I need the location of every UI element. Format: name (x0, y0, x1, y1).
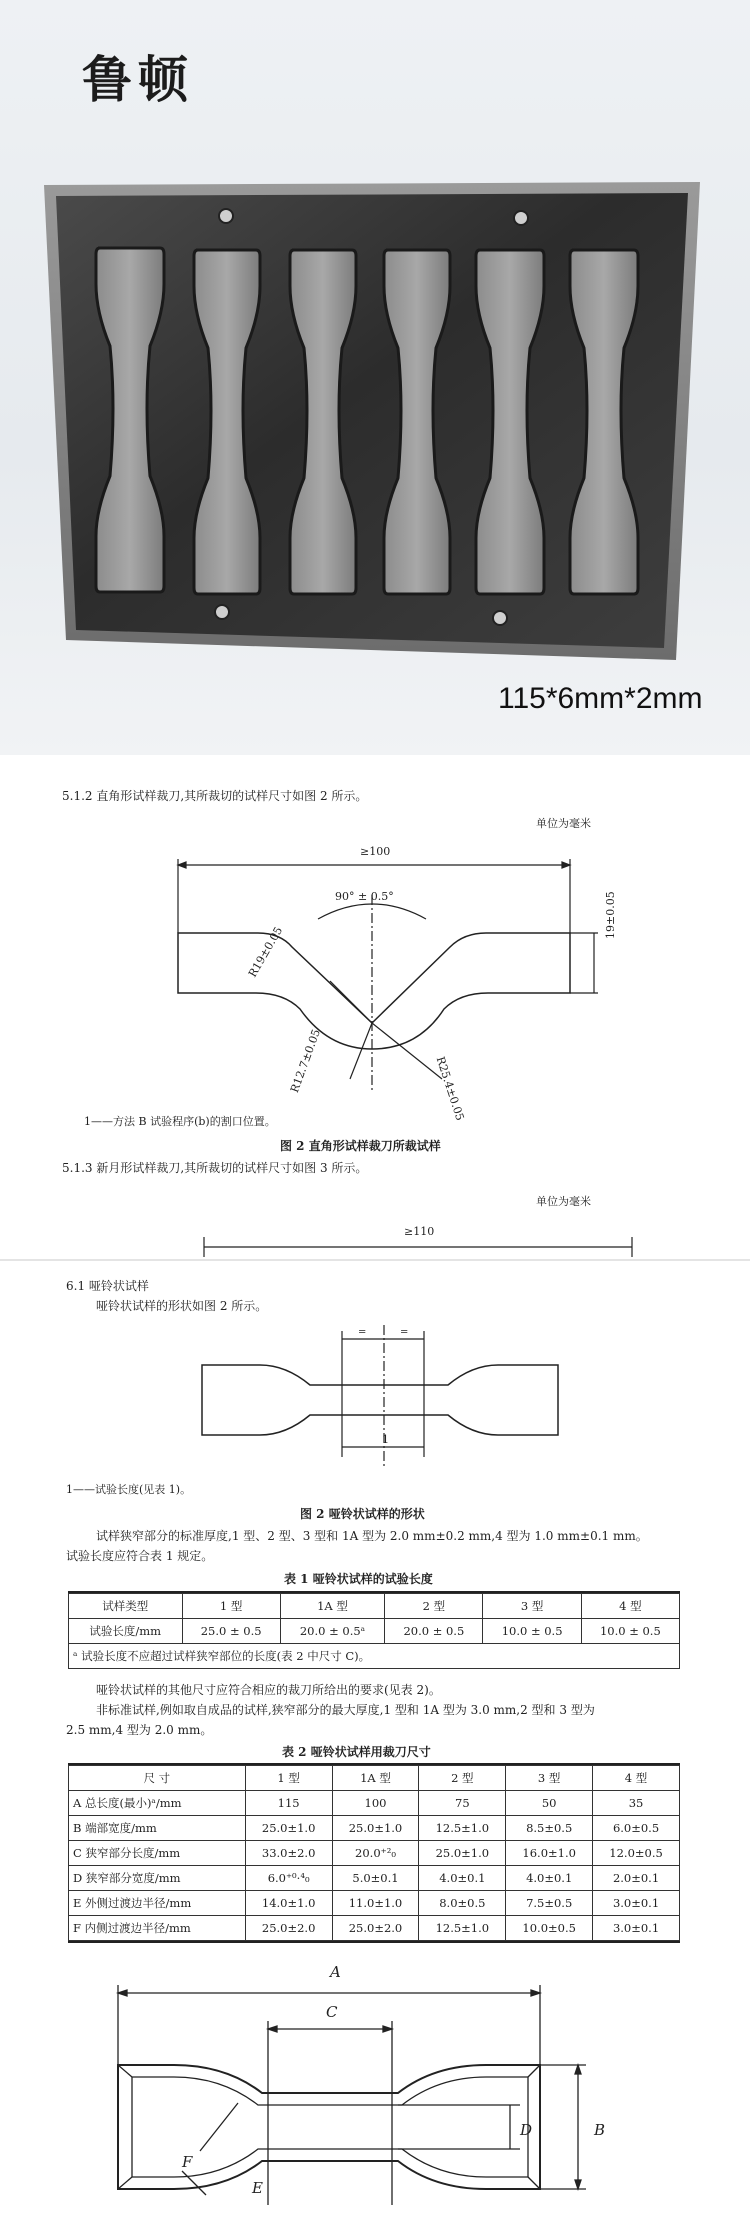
table-1-footnote: ᵃ 试验长度不应超过试样狭窄部位的长度(表 2 中尺寸 C)。 (69, 1644, 680, 1669)
brand-title: 鲁顿 (82, 51, 194, 109)
table-row (69, 1816, 680, 1841)
table-1-cell: 试验长度/mm (69, 1619, 183, 1644)
table-2-cell: 2.0±0.1 (593, 1866, 680, 1891)
dim-D-label: D (520, 2121, 533, 2139)
table-1-cell: 10.0 ± 0.5 (581, 1619, 679, 1644)
table-2-bottom-rule (68, 1941, 680, 1943)
table-2-cell: 4.0±0.1 (506, 1866, 593, 1891)
table-2-cell: 25.0±2.0 (332, 1916, 419, 1941)
section-6-1-text: 哑铃状试样的形状如图 2 所示。 (96, 1299, 268, 1313)
table-2-cell: 12.5±1.0 (419, 1916, 506, 1941)
nonstandard-paragraph: 非标准试样,例如取自成品的试样,狭窄部分的最大厚度,1 型和 1A 型为 3.0 mm,2 型和 3 型为 (96, 1703, 595, 1717)
product-photo-panel (0, 0, 750, 755)
table-2-cell: 3.0±0.1 (593, 1891, 680, 1916)
dim-E-label: E (252, 2179, 263, 2197)
dim-length-label: ≥100 (360, 845, 391, 858)
table-2-cell: 115 (245, 1791, 332, 1816)
table-2-cell: A 总长度(最小)ᵃ/mm (69, 1791, 246, 1816)
table-2-cell: 100 (332, 1791, 419, 1816)
dim-height-label: 19±0.05 (604, 891, 617, 939)
table-1-header-cell: 2 型 (385, 1594, 483, 1619)
section-6-1-heading: 6.1 哑铃状试样 (66, 1279, 149, 1293)
table-1 (68, 1593, 680, 1669)
thickness-paragraph: 试样狭窄部分的标准厚度,1 型、2 型、3 型和 1A 型为 2.0 mm±0.2 mm,4 型为 1.0 mm±0.1 mm。 (96, 1529, 648, 1543)
dim-r12-label: R12.7±0.05 (288, 1027, 323, 1095)
table-2 (68, 1765, 680, 1941)
table-2-cell: 4.0±0.1 (419, 1866, 506, 1891)
table-2-cell: 25.0±1.0 (245, 1816, 332, 1841)
dim-C-label: C (326, 2003, 338, 2021)
table-2-cell: 25.0±1.0 (419, 1841, 506, 1866)
table-2-header-cell: 2 型 (419, 1766, 506, 1791)
unit-note-1: 单位为毫米 (536, 817, 591, 830)
table-2-header-cell: 1 型 (245, 1766, 332, 1791)
table-2-cell: F 内侧过渡边半径/mm (69, 1916, 246, 1941)
table-1-header-row (69, 1594, 680, 1619)
table-1-header-cell: 试样类型 (69, 1594, 183, 1619)
table-2-cell: 3.0±0.1 (593, 1916, 680, 1941)
table-row (69, 1916, 680, 1941)
table-1-footnote-row (69, 1644, 680, 1669)
table-2-header-cell: 3 型 (506, 1766, 593, 1791)
test-length-paragraph: 试验长度应符合表 1 规定。 (66, 1549, 214, 1563)
table-2-cell: 11.0±1.0 (332, 1891, 419, 1916)
table-2-cell: 16.0±1.0 (506, 1841, 593, 1866)
figure-caption-right-angle: 图 2 直角形试样裁刀所裁试样 (280, 1139, 441, 1153)
table-2-cell: 75 (419, 1791, 506, 1816)
table-2-cell: 6.0⁺⁰·⁴₀ (245, 1866, 332, 1891)
dim-F-label: F (182, 2153, 193, 2171)
dim-angle-label: 90° ± 0.5° (335, 890, 394, 903)
unit-note-2: 单位为毫米 (536, 1195, 591, 1208)
scan-divider (0, 1259, 750, 1261)
table-row (69, 1866, 680, 1891)
figure-note-dumbbell: 1——试验长度(见表 1)。 (66, 1483, 192, 1496)
table-row (69, 1619, 680, 1644)
table-1-cell: 10.0 ± 0.5 (483, 1619, 581, 1644)
table-2-cell: 14.0±1.0 (245, 1891, 332, 1916)
dim-r25-label: R25.4±0.05 (433, 1055, 467, 1123)
table-2-cell: 8.0±0.5 (419, 1891, 506, 1916)
table-2-cell: D 狭窄部分宽度/mm (69, 1866, 246, 1891)
table-1-header-cell: 4 型 (581, 1594, 679, 1619)
table-row (69, 1891, 680, 1916)
table-1-cell: 20.0 ± 0.5ᵃ (280, 1619, 384, 1644)
table-2-cell: 35 (593, 1791, 680, 1816)
table-2-cell: 20.0⁺²₀ (332, 1841, 419, 1866)
dim-A-label: A (330, 1963, 341, 1981)
table-2-cell: 5.0±0.1 (332, 1866, 419, 1891)
table-2-header-row (69, 1766, 680, 1791)
table-1-title: 表 1 哑铃状试样的试验长度 (284, 1572, 433, 1586)
nonstandard-paragraph-cont: 2.5 mm,4 型为 2.0 mm。 (66, 1723, 213, 1737)
table-2-cell: 6.0±0.5 (593, 1816, 680, 1841)
crescent-length-label: ≥110 (404, 1225, 435, 1238)
table-2-cell: 50 (506, 1791, 593, 1816)
table-2-header-cell: 4 型 (593, 1766, 680, 1791)
table-2-header-cell: 尺 寸 (69, 1766, 246, 1791)
table-2-cell: 12.5±1.0 (419, 1816, 506, 1841)
dim-r19-label: R19±0.05 (246, 924, 286, 980)
figure-caption-dumbbell: 图 2 哑铃状试样的形状 (300, 1507, 425, 1521)
table-row (69, 1841, 680, 1866)
table-2-cell: 33.0±2.0 (245, 1841, 332, 1866)
table-2-cell: 25.0±1.0 (332, 1816, 419, 1841)
table-2-title: 表 2 哑铃状试样用裁刀尺寸 (282, 1745, 431, 1759)
test-length-mark: 1 (382, 1433, 389, 1446)
product-spec-label: 115*6mm*2mm (498, 682, 703, 715)
section-5-1-3-text: 5.1.3 新月形试样裁刀,其所裁切的试样尺寸如图 3 所示。 (62, 1161, 368, 1175)
other-dimensions-paragraph: 哑铃状试样的其他尺寸应符合相应的裁刀所给出的要求(见表 2)。 (96, 1683, 441, 1697)
table-row (69, 1791, 680, 1816)
table-2-cell: 7.5±0.5 (506, 1891, 593, 1916)
table-2-cell: 8.5±0.5 (506, 1816, 593, 1841)
dumbbell-cutter-drawing (80, 1945, 700, 2215)
table-2-cell: E 外侧过渡边半径/mm (69, 1891, 246, 1916)
table-2-cell: 25.0±2.0 (245, 1916, 332, 1941)
standard-document-scan (0, 755, 750, 2220)
dim-B-label: B (594, 2121, 606, 2139)
cutter-die-photo (0, 0, 750, 755)
table-2-header-cell: 1A 型 (332, 1766, 419, 1791)
svg-text:=: = (400, 1327, 409, 1338)
table-1-header-cell: 3 型 (483, 1594, 581, 1619)
table-2-cell: 12.0±0.5 (593, 1841, 680, 1866)
table-1-header-cell: 1 型 (182, 1594, 280, 1619)
table-1-cell: 20.0 ± 0.5 (385, 1619, 483, 1644)
table-1-cell: 25.0 ± 0.5 (182, 1619, 280, 1644)
table-2-cell: 10.0±0.5 (506, 1916, 593, 1941)
table-2-cell: C 狭窄部分长度/mm (69, 1841, 246, 1866)
right-angle-specimen-figure (150, 843, 630, 1103)
table-2-cell: B 端部宽度/mm (69, 1816, 246, 1841)
table-1-header-cell: 1A 型 (280, 1594, 384, 1619)
svg-text:=: = (358, 1327, 367, 1338)
section-5-1-2-text: 5.1.2 直角形试样裁刀,其所裁切的试样尺寸如图 2 所示。 (62, 789, 368, 803)
figure-note-1: 1——方法 B 试验程序(b)的割口位置。 (84, 1115, 276, 1128)
